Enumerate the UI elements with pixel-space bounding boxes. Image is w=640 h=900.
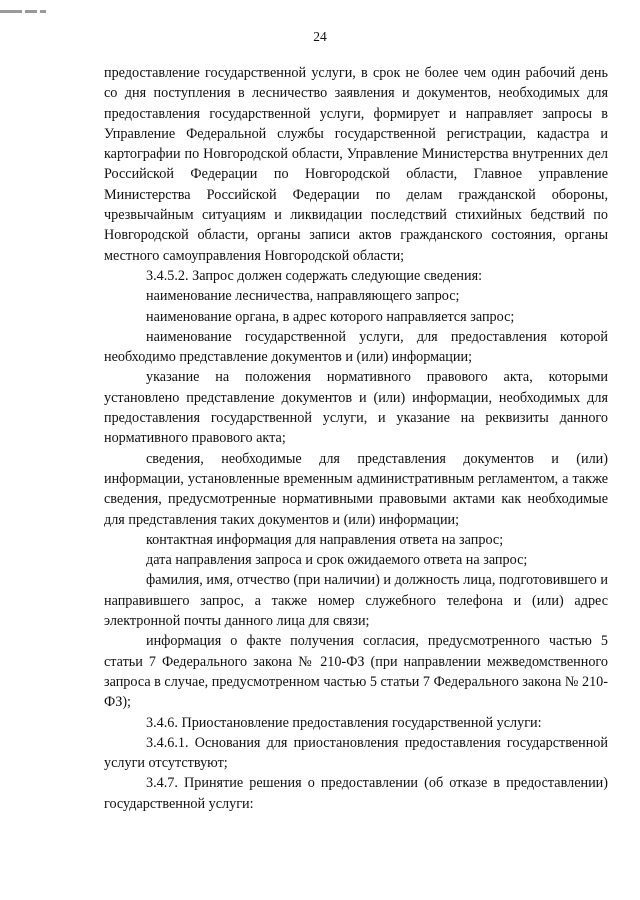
document-body (104, 63, 608, 814)
scan-corner-mark (0, 0, 62, 4)
paragraph: сведения, необходимые для представления документов и (или) информации, установленные временным административным регламентом, а также сведения, предусмотренные нормативными правовыми актами как необходимые для представления таких документов и (или) информации; (104, 450, 608, 528)
paragraph: наименование органа, в адрес которого направляется запрос; (146, 308, 515, 325)
page-number: 24 (313, 29, 327, 44)
paragraph: наименование лесничества, направляющего запрос; (146, 288, 460, 305)
paragraph: предоставление государственной услуги, в срок не более чем один рабочий день со дня поступления в лесничество заявления и документов, необходимых для предоставления государственной услуги, формирует и направляет запросы в Управление Федеральной службы государственной регистрации, кадастра и картографии по Новгородской области, Управление Министерства внутренних дел Российской Федерации по Новгородской области, Главное управление Министерства Российской Федерации по делам гражданской обороны, чрезвычайным ситуациям и ликвидации последствий стихийных бедствий по Новгородской области, органы записи актов гражданского состояния, органы местного самоуправления Новгородской области; (104, 65, 608, 264)
paragraph: дата направления запроса и срок ожидаемого ответа на запрос; (146, 552, 528, 569)
paragraph: 3.4.5.2. Запрос должен содержать следующие сведения: (146, 267, 483, 284)
paragraph: указание на положения нормативного правового акта, которыми установлено представление документов и (или) информации, необходимых для предоставления государственной услуги, и указание на реквизиты данного нормативного правового акта; (104, 369, 608, 447)
paragraph: контактная информация для направления ответа на запрос; (146, 531, 504, 548)
paragraph: фамилия, имя, отчество (при наличии) и должность лица, подготовившего и направившего запрос, а также номер служебного телефона и (или) адрес электронной почты данного лица для связи; (104, 572, 608, 630)
paragraph: информация о факте получения согласия, предусмотренного частью 5 статьи 7 Федерального закона № 210-ФЗ (при направлении межведомственного запроса в случае, предусмотренном частью 5 статьи 7 Федерального закона № 210-ФЗ); (104, 633, 608, 711)
paragraph: 3.4.6. Приостановление предоставления государственной услуги: (146, 714, 542, 731)
paragraph: наименование государственной услуги, для предоставления которой необходимо представление документов и (или) информации; (104, 328, 608, 366)
paragraph: 3.4.7. Принятие решения о предоставлении (об отказе в предоставлении) государственной услуги: (104, 775, 608, 812)
paragraph: 3.4.6.1. Основания для приостановления предоставления государственной услуги отсутствуют; (104, 734, 608, 772)
